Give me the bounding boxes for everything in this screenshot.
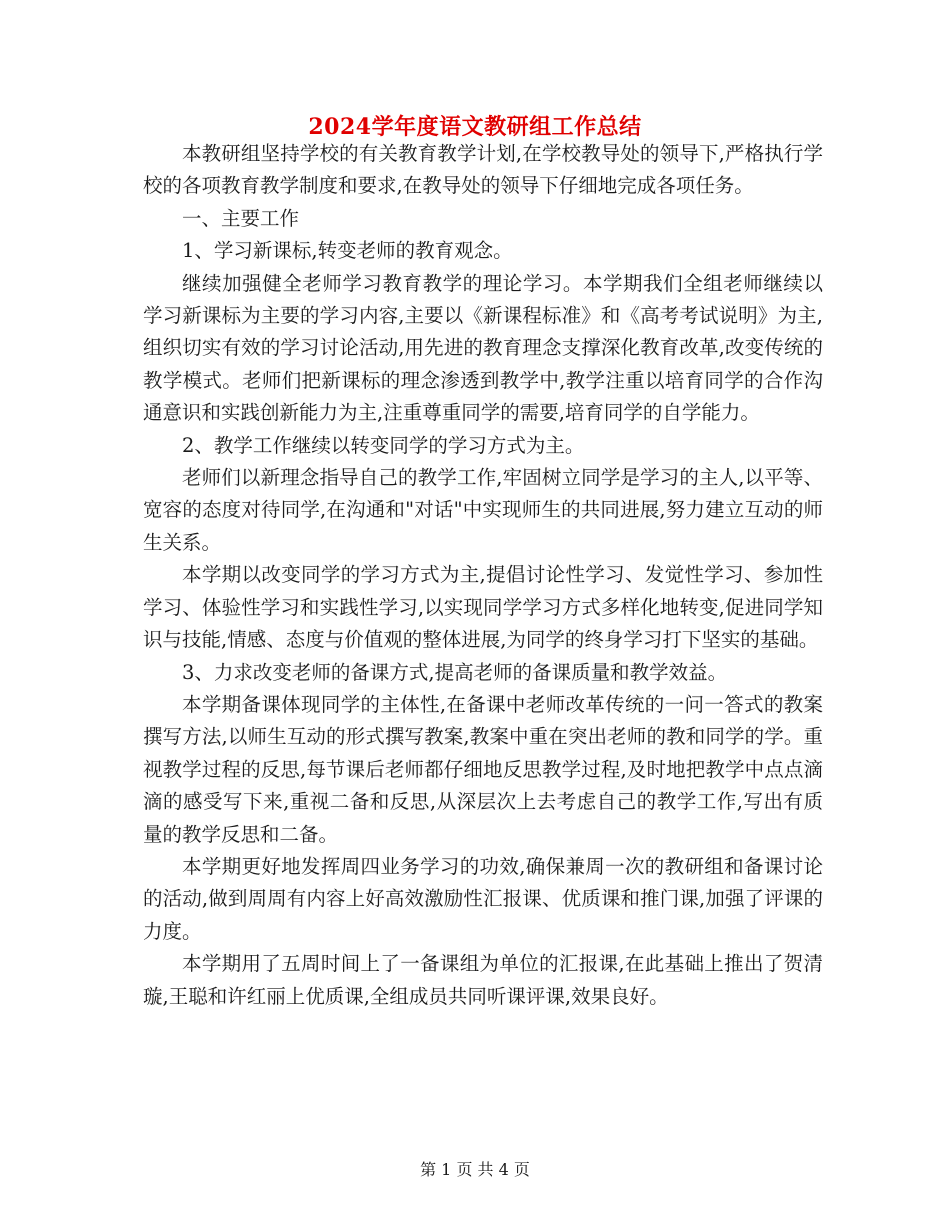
subheading-1: 1、学习新课标,转变老师的教育观念。 [182,239,513,263]
paragraph: 本学期更好地发挥周四业务学习的功效,确保兼周一次的教研组和备课讨论的活动,做到周周有内容上好高效激励性汇报课、优质课和推门课,加强了评课的力度。 [143,854,823,943]
paragraph-intro: 本教研组坚持学校的有关教育教学计划,在学校教导处的领导下,严格执行学校的各项教育教学制度和要求,在教导处的领导下仔细地完成各项任务。 [143,142,823,198]
paragraph: 继续加强健全老师学习教育教学的理论学习。本学期我们全组老师继续以学习新课标为主要的学习内容,主要以《新课程标准》和《高考考试说明》为主,组织切实有效的学习讨论活动,用先进的教育理念支撑深化教育改革,改变传统的教学模式。老师们把新课标的理念渗透到教学中,教学注重以培育同学的合作沟通意识和实践创新能力为主,注重尊重同学的需要,培育同学的自学能力。 [143,271,823,425]
paragraph: 本学期用了五周时间上了一备课组为单位的汇报课,在此基础上推出了贺清璇,王聪和许红丽上优质课,全组成员共同听课评课,效果良好。 [143,952,823,1008]
paragraph: 老师们以新理念指导自己的教学工作,牢固树立同学是学习的主人,以平等、宽容的态度对待同学,在沟通和"对话"中实现师生的共同进展,努力建立互动的师生关系。 [143,466,823,554]
document-body [143,138,823,1013]
document-title: 2024学年度语文教研组工作总结 [308,114,642,140]
paragraph: 本学期以改变同学的学习方式为主,提倡讨论性学习、发觉性学习、参加性学习、体验性学习和实践性学习,以实现同学学习方式多样化地转变,促进同学知识与技能,情感、态度与价值观的整体进展,为同学的终身学习打下坚实的基础。 [143,563,823,652]
subheading-2: 2、教学工作继续以转变同学的学习方式为主。 [182,433,585,457]
section-heading-main-work: 一、主要工作 [182,206,300,230]
paragraph: 本学期备课体现同学的主体性,在备课中老师改革传统的一问一答式的教案撰写方法,以师生互动的形式撰写教案,教案中重在突出老师的教和同学的学。重视教学过程的反思,每节课后老师都仔细地反思教学过程,及时地把教学中点点滴滴的感受写下来,重视二备和反思,从深层次上去考虑自己的教学工作,写出有质量的教学反思和二备。 [143,692,823,846]
page-footer: 第 1 页 共 4 页 [420,1160,530,1179]
subheading-3: 3、力求改变老师的备课方式,提高老师的备课质量和教学效益。 [182,660,728,684]
